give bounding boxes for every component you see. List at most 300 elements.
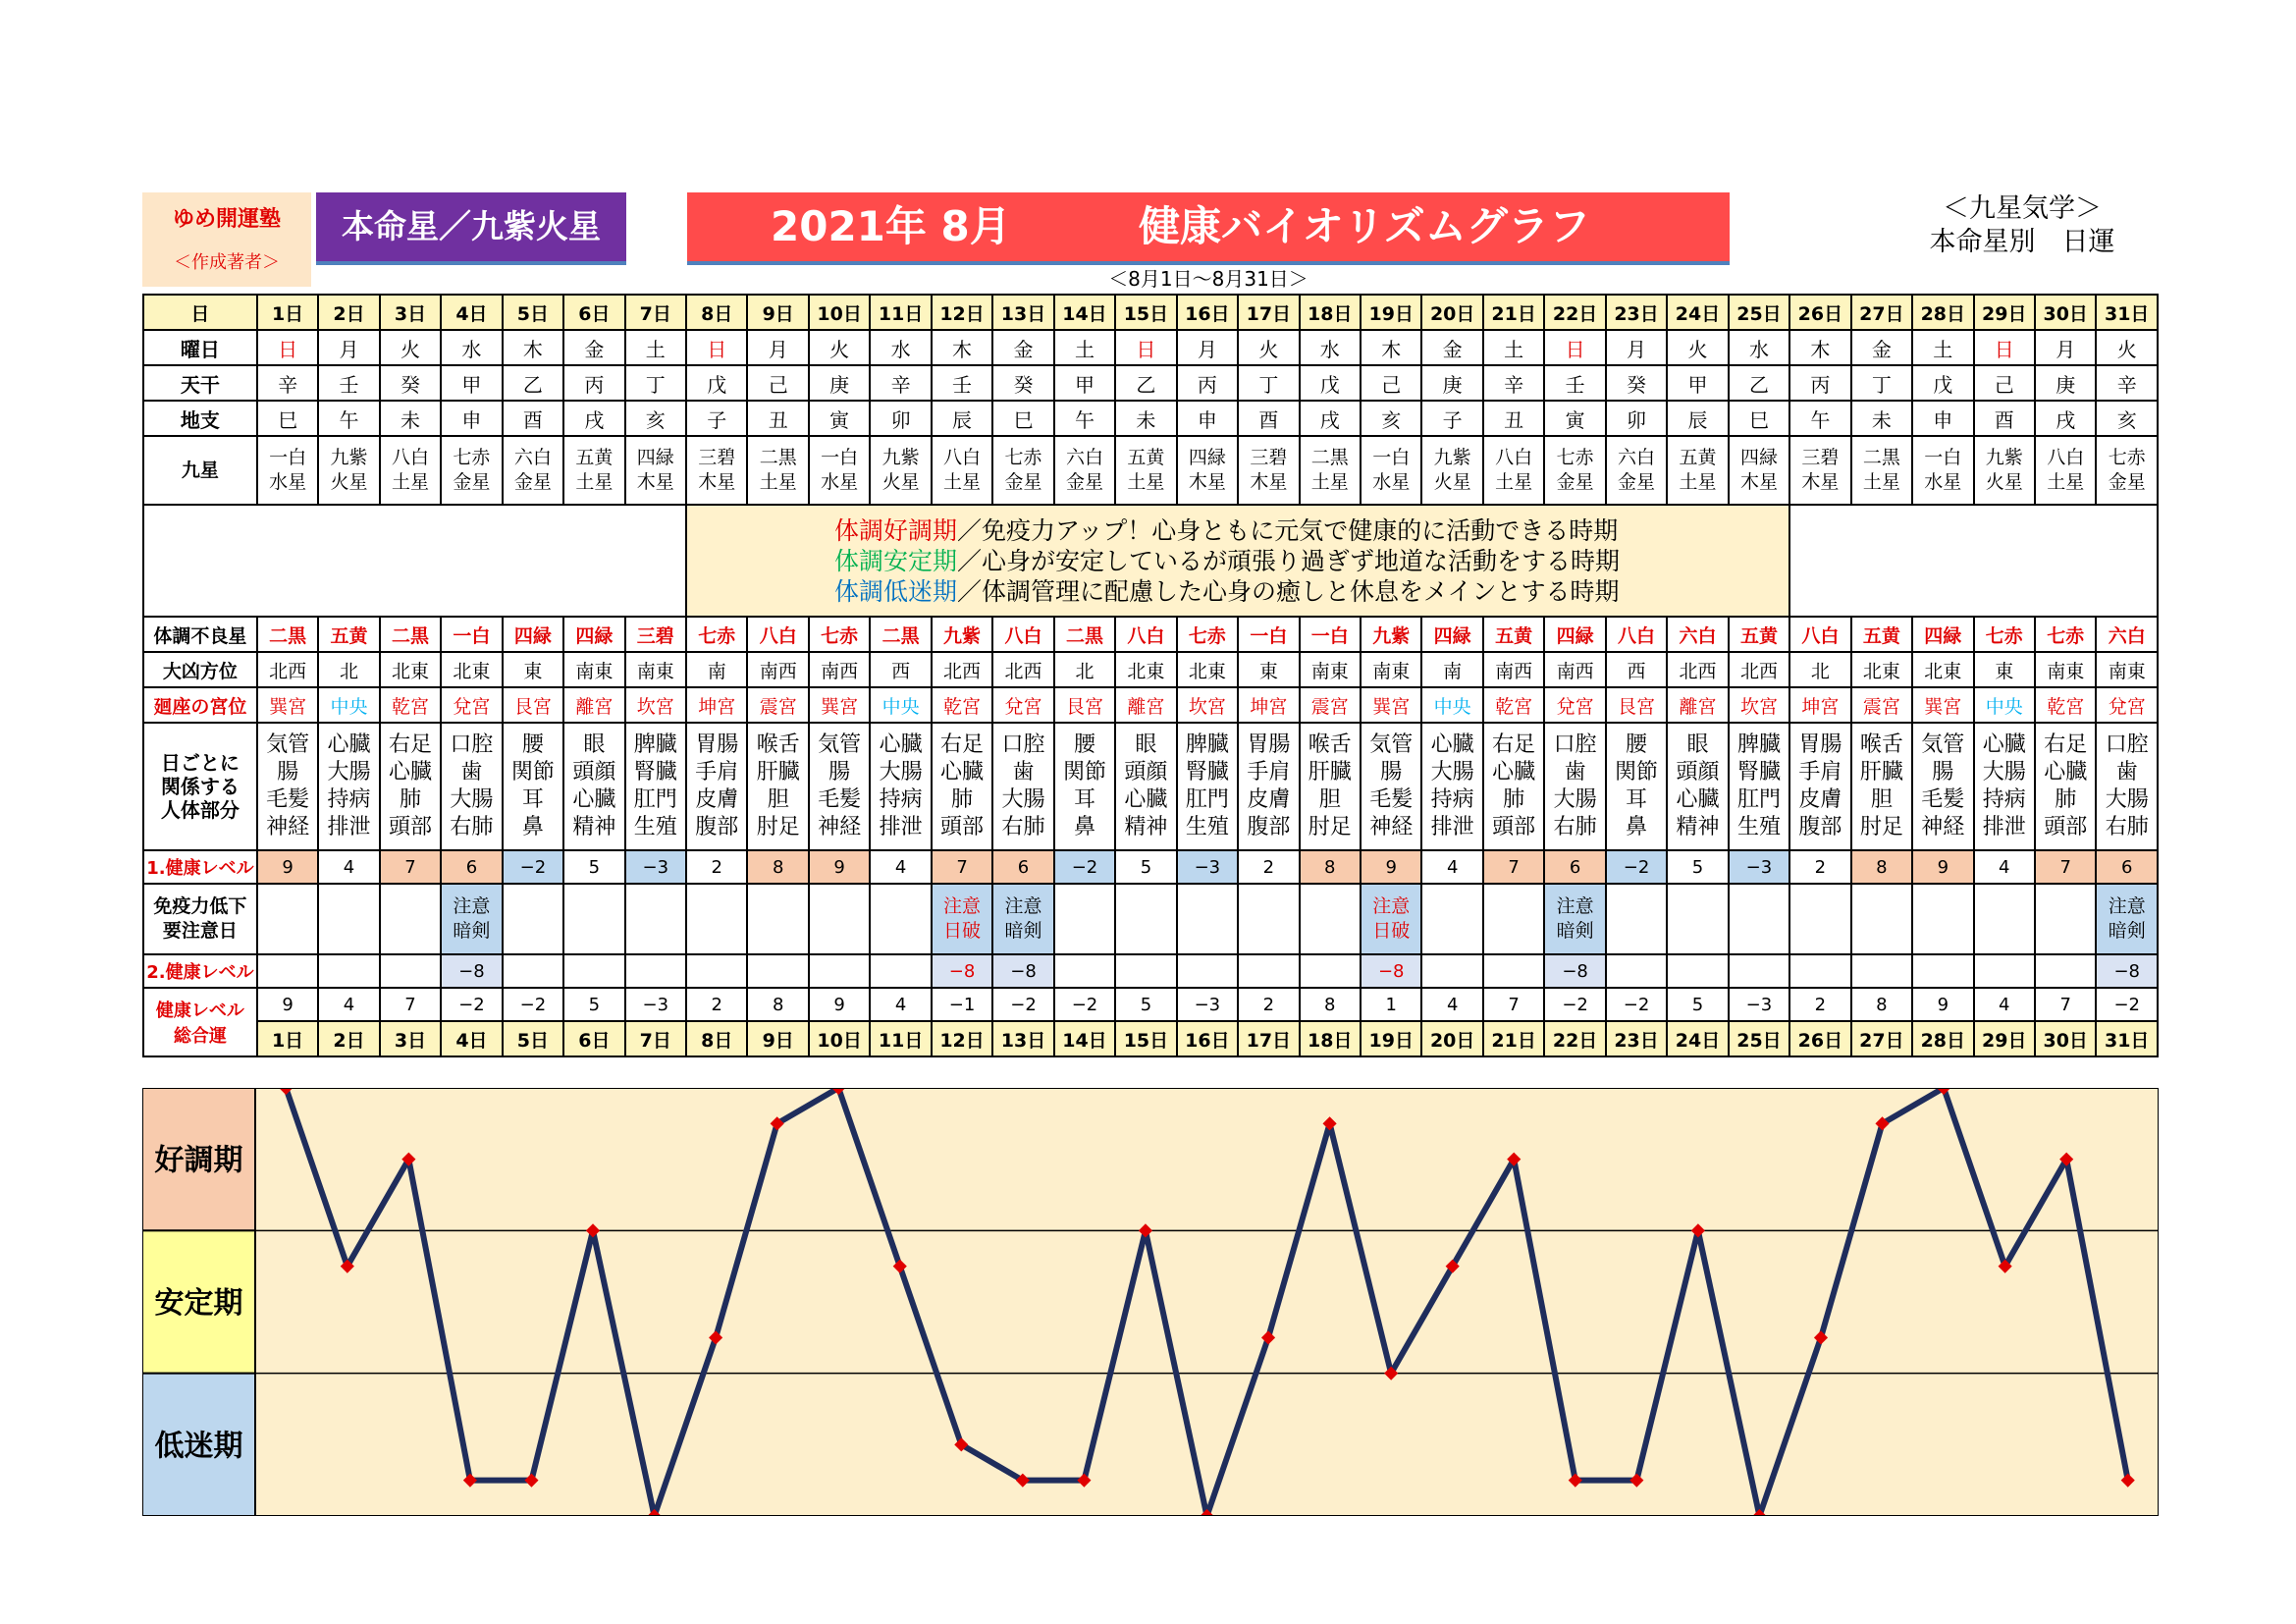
- chishi-cell-text: 酉: [522, 407, 543, 432]
- day-cell: [1177, 1021, 1238, 1056]
- direction-cell: [1483, 652, 1544, 687]
- day-cell-text: 3日: [394, 302, 427, 325]
- body-cell-text: 頭顔: [572, 760, 616, 785]
- day-cell-text: 30日: [2043, 1029, 2088, 1052]
- immune-cell: [1544, 884, 1605, 954]
- level1-cell-text: 2: [1262, 856, 1275, 878]
- day-cell: [1483, 295, 1544, 330]
- direction-cell: [441, 652, 502, 687]
- day-cell-text: 28日: [1920, 1029, 1966, 1052]
- bad-star-cell: [318, 617, 379, 652]
- weekday-cell: [1421, 330, 1482, 365]
- weekday-cell: [870, 330, 931, 365]
- kyusei-cell-text: 水星: [1924, 471, 1962, 493]
- total-cell-text: 5: [1691, 994, 1704, 1015]
- level1-cell-text: 4: [343, 856, 355, 878]
- tenkan-cell-text: 癸: [400, 372, 420, 397]
- legend-stable: [834, 546, 1789, 576]
- direction-cell-text: 北西: [943, 660, 982, 682]
- weekday-cell-text: 金: [1013, 337, 1034, 361]
- level1-cell: [1054, 850, 1115, 884]
- tenkan-cell: [1177, 365, 1238, 401]
- tenkan-cell: [1606, 365, 1667, 401]
- total-cell: [1789, 988, 1850, 1021]
- bad-star-cell-text: 七赤: [1188, 624, 1226, 647]
- body-cell-text: 眼: [1686, 732, 1709, 757]
- day-cell-text: 20日: [1429, 1029, 1475, 1052]
- palace-cell: [563, 687, 624, 723]
- chishi-cell-text: 午: [1810, 407, 1831, 432]
- school-line1: ＜九星気学＞: [1943, 193, 2102, 224]
- day-cell: [1177, 295, 1238, 330]
- body-cell-text: 肛門: [1185, 787, 1229, 812]
- bad-star-cell-text: 一白: [1250, 624, 1288, 647]
- palace-cell-text: 巽宮: [1372, 695, 1411, 718]
- body-cell-text: 頭顔: [1676, 760, 1720, 785]
- total-cell-text: −2: [458, 994, 485, 1015]
- level1-cell: [1912, 850, 1973, 884]
- level2-cell: [1483, 954, 1544, 988]
- day-cell: [1238, 295, 1299, 330]
- weekday-cell: [441, 330, 502, 365]
- chishi-cell-text: 亥: [1381, 407, 1402, 432]
- direction-cell: [1054, 652, 1115, 687]
- tenkan-cell-text: 戊: [707, 372, 727, 397]
- chishi-cell-text: 巳: [278, 407, 298, 432]
- weekday-cell-text: 日: [278, 337, 298, 361]
- level1-cell: [318, 850, 379, 884]
- immune-cell-text: 注意: [1556, 895, 1594, 917]
- body-cell-text: 右足: [940, 732, 985, 757]
- chishi-label-text: 地支: [180, 407, 220, 432]
- level1-cell: [257, 850, 318, 884]
- tenkan-cell: [2035, 365, 2096, 401]
- day-cell-text: 13日: [1000, 302, 1046, 325]
- level2-cell: [1667, 954, 1728, 988]
- body-cell: [747, 723, 808, 850]
- direction-cell: [1667, 652, 1728, 687]
- body-cell: [1912, 723, 1973, 850]
- total-cell: [1421, 988, 1482, 1021]
- immune-cell: [809, 884, 870, 954]
- body-cell-text: 肝臓: [756, 760, 800, 785]
- immune-cell-text: 注意: [943, 895, 982, 917]
- body-cell-text: 歯: [460, 760, 483, 785]
- palace-cell: [625, 687, 686, 723]
- direction-cell: [2035, 652, 2096, 687]
- chishi-cell-text: 戌: [584, 407, 605, 432]
- day-cell-text: 24日: [1675, 302, 1721, 325]
- direction-cell: [503, 652, 563, 687]
- bad-star-cell: [686, 617, 747, 652]
- day-cell-text: 28日: [1920, 302, 1966, 325]
- bad-star-cell: [870, 617, 931, 652]
- kyusei-cell: [1421, 436, 1482, 505]
- level2-row: [143, 954, 2158, 988]
- bad-star-cell-text: 八白: [1618, 624, 1656, 647]
- legend-good-term: 体調好調期: [834, 515, 958, 545]
- total-cell-text: −2: [1623, 994, 1650, 1015]
- immune-cell: [1115, 884, 1176, 954]
- bad-star-cell: [1115, 617, 1176, 652]
- kyusei-cell-text: 八白: [1495, 447, 1533, 468]
- chishi-cell: [809, 401, 870, 436]
- chishi-cell: [1789, 401, 1850, 436]
- day-cell: [686, 1021, 747, 1056]
- palace-cell-text: 坤宮: [1801, 695, 1840, 718]
- tenkan-cell: [563, 365, 624, 401]
- total-cell: [1851, 988, 1912, 1021]
- day-cell-text: 5日: [516, 302, 549, 325]
- level2-cell: [1238, 954, 1299, 988]
- tenkan-cell: [1054, 365, 1115, 401]
- bad-star-cell-text: 一白: [453, 624, 491, 647]
- total-cell: [1667, 988, 1728, 1021]
- kyusei-cell-text: 四緑: [1188, 447, 1226, 468]
- level1-cell-text: 4: [1999, 856, 2010, 878]
- kyusei-cell: [686, 436, 747, 505]
- direction-cell: [1115, 652, 1176, 687]
- body-cell-text: 胃腸: [1798, 732, 1842, 757]
- palace-cell-text: 坤宮: [1250, 695, 1288, 718]
- day-cell-text: 4日: [455, 302, 488, 325]
- day-cell: [932, 1021, 992, 1056]
- day-cell: [1912, 1021, 1973, 1056]
- direction-cell-text: 南東: [2108, 660, 2146, 682]
- bad-star-cell-text: 五黄: [1495, 624, 1533, 647]
- kyusei-cell-text: 火星: [330, 471, 368, 493]
- level1-cell-text: −3: [642, 856, 669, 878]
- bad-star-cell-text: 七赤: [821, 624, 859, 647]
- immune-cell: [1421, 884, 1482, 954]
- page-title: 健康バイオリズムグラフ: [1139, 202, 1590, 250]
- level1-cell: [563, 850, 624, 884]
- day-cell: [503, 1021, 563, 1056]
- weekday-cell-text: 土: [1504, 337, 1524, 361]
- palace-cell-text: 震宮: [1310, 695, 1349, 718]
- immune-cell-text: 注意: [1004, 895, 1042, 917]
- body-cell-text: 喉舌: [756, 732, 800, 757]
- legend-row: [143, 505, 2158, 617]
- body-cell: [870, 723, 931, 850]
- weekday-cell-text: 金: [584, 337, 605, 361]
- body-cell-text: 腸: [277, 760, 299, 785]
- day-cell: [809, 1021, 870, 1056]
- level1-cell-text: −2: [519, 856, 547, 878]
- kyusei-cell-text: 土星: [943, 471, 982, 493]
- chishi-cell-text: 寅: [829, 407, 850, 432]
- kyusei-cell: [625, 436, 686, 505]
- level2-cell: [686, 954, 747, 988]
- body-cell-text: 手肩: [695, 760, 739, 785]
- kyusei-cell: [563, 436, 624, 505]
- palace-cell-text: 中央: [1985, 695, 2023, 718]
- chishi-cell: [1115, 401, 1176, 436]
- tenkan-cell-text: 辛: [2116, 372, 2137, 397]
- bad-star-cell: [992, 617, 1053, 652]
- direction-cell-text: 北: [1810, 660, 1830, 682]
- total-cell-text: 4: [1446, 994, 1459, 1015]
- day-cell: [1421, 1021, 1482, 1056]
- weekday-cell: [2096, 330, 2158, 365]
- palace-cell: [1300, 687, 1361, 723]
- level2-label: [143, 954, 257, 988]
- chishi-cell: [503, 401, 563, 436]
- total-cell: [992, 988, 1053, 1021]
- palace-cell: [441, 687, 502, 723]
- level1-cell-text: −2: [1623, 856, 1650, 878]
- body-cell-text: 頭顔: [1124, 760, 1168, 785]
- weekday-cell-text: 木: [1381, 337, 1402, 361]
- kyusei-cell: [257, 436, 318, 505]
- kyusei-cell-text: 金星: [513, 471, 552, 493]
- tenkan-cell-text: 辛: [1504, 372, 1524, 397]
- direction-cell-text: 北西: [269, 660, 307, 682]
- direction-cell-text: 南西: [1495, 660, 1533, 682]
- palace-cell: [1421, 687, 1482, 723]
- body-cell-text: 心臓: [327, 732, 371, 757]
- direction-cell: [809, 652, 870, 687]
- weekday-cell: [2035, 330, 2096, 365]
- bad-star-cell-text: 二黒: [269, 624, 307, 647]
- level1-cell: [1851, 850, 1912, 884]
- body-cell-text: 肝臓: [1859, 760, 1903, 785]
- weekday-cell: [1544, 330, 1605, 365]
- day-cell-text: 1日: [271, 302, 304, 325]
- body-cell-text: 心臓: [1982, 732, 2026, 757]
- chishi-cell-text: 申: [461, 407, 482, 432]
- level1-cell-text: 6: [1017, 856, 1030, 878]
- kyusei-cell-text: 土星: [391, 471, 429, 493]
- weekday-cell: [1238, 330, 1299, 365]
- day-label: [143, 295, 257, 330]
- chishi-cell-text: 申: [1197, 407, 1217, 432]
- tenkan-cell-text: 癸: [1013, 372, 1034, 397]
- legend-stable-term: 体調安定期: [834, 546, 958, 575]
- body-cell: [318, 723, 379, 850]
- weekday-cell: [1851, 330, 1912, 365]
- palace-cell: [686, 687, 747, 723]
- legend-good-text: ／免疫力アップ！心身ともに元気で健康的に活動できる時期: [957, 515, 1619, 545]
- palace-cell: [1912, 687, 1973, 723]
- weekday-cell-text: 月: [1197, 337, 1217, 361]
- level1-cell: [1483, 850, 1544, 884]
- level2-cell: [1851, 954, 1912, 988]
- kyusei-cell-text: 土星: [1862, 471, 1900, 493]
- palace-cell: [747, 687, 808, 723]
- level2-cell: [747, 954, 808, 988]
- palace-cell-text: 離宮: [1127, 695, 1165, 718]
- level2-cell: [257, 954, 318, 988]
- bad-star-cell-text: 七赤: [1985, 624, 2023, 647]
- kyusei-cell-text: 木星: [1739, 471, 1778, 493]
- tenkan-cell-text: 甲: [1687, 372, 1708, 397]
- day-cell: [809, 295, 870, 330]
- day-cell-text: 14日: [1062, 302, 1107, 325]
- day-cell-text: 3日: [394, 1029, 427, 1052]
- level1-cell-text: 9: [1937, 856, 1949, 878]
- day-cell: [1544, 295, 1605, 330]
- immune-cell: [1729, 884, 1789, 954]
- chishi-label: [143, 401, 257, 436]
- body-cell: [1115, 723, 1176, 850]
- body-cell: [1789, 723, 1850, 850]
- total-cell-text: −3: [1194, 994, 1221, 1015]
- kyusei-cell: [2096, 436, 2158, 505]
- body-cell-text: 持病: [1430, 787, 1474, 812]
- kyusei-cell-text: 九紫: [330, 447, 368, 468]
- day-cell-text: 15日: [1123, 1029, 1169, 1052]
- total-label-text: 健康レベル: [155, 1001, 244, 1021]
- total-cell: [503, 988, 563, 1021]
- day-cell: [1238, 1021, 1299, 1056]
- body-cell-text: 持病: [1982, 787, 2026, 812]
- chishi-cell: [625, 401, 686, 436]
- day-cell-text: 22日: [1552, 302, 1598, 325]
- day-cell: [1483, 1021, 1544, 1056]
- day-cell-text: 26日: [1797, 1029, 1843, 1052]
- body-cell-text: 心臓: [388, 760, 432, 785]
- day-cell-text: 12日: [939, 1029, 985, 1052]
- body-cell-text: 腸: [828, 760, 851, 785]
- day-cell-text: 9日: [762, 302, 794, 325]
- level1-cell-text: 9: [1385, 856, 1397, 878]
- body-cell-text: 大腸: [327, 760, 371, 785]
- kyusei-cell-text: 二黒: [1862, 447, 1900, 468]
- body-cell: [2096, 723, 2158, 850]
- day-cell-text: 9日: [762, 1029, 794, 1052]
- day-row: [143, 295, 2158, 330]
- weekday-cell-text: 木: [1810, 337, 1831, 361]
- tenkan-cell: [1421, 365, 1482, 401]
- body-cell-text: 気管: [266, 732, 310, 757]
- level1-cell: [1115, 850, 1176, 884]
- chishi-cell: [1177, 401, 1238, 436]
- palace-cell-text: 乾宮: [1495, 695, 1533, 718]
- day-cell-text: 23日: [1614, 302, 1659, 325]
- level1-cell: [992, 850, 1053, 884]
- day-cell: [257, 295, 318, 330]
- kyusei-cell-text: 三碧: [1801, 447, 1840, 468]
- chishi-cell-text: 巳: [1013, 407, 1034, 432]
- chishi-cell: [747, 401, 808, 436]
- legend-good: [834, 515, 1789, 546]
- palace-cell: [932, 687, 992, 723]
- weekday-cell: [257, 330, 318, 365]
- total-cell: [1912, 988, 1973, 1021]
- chishi-cell: [318, 401, 379, 436]
- level1-cell-text: 4: [1446, 856, 1459, 878]
- honmei-badge: 本命星／九紫火星: [316, 192, 626, 265]
- direction-cell-text: 南西: [1556, 660, 1594, 682]
- legend-blank: [1789, 505, 2158, 617]
- kyusei-cell-text: 七赤: [453, 447, 491, 468]
- body-cell-text: 大腸: [1553, 787, 1597, 812]
- body-cell-text: 毛髪: [818, 787, 862, 812]
- kyusei-row: [143, 436, 2158, 505]
- weekday-cell-text: 木: [952, 337, 973, 361]
- tenkan-cell: [1361, 365, 1421, 401]
- direction-cell: [1300, 652, 1361, 687]
- palace-cell-text: 坤宮: [698, 695, 736, 718]
- weekday-cell-text: 水: [1748, 337, 1769, 361]
- body-cell: [257, 723, 318, 850]
- weekday-cell: [1789, 330, 1850, 365]
- kyusei-cell-text: 金星: [1065, 471, 1103, 493]
- bad-star-cell: [503, 617, 563, 652]
- palace-cell: [992, 687, 1053, 723]
- immune-cell: [1300, 884, 1361, 954]
- tenkan-cell-text: 庚: [2056, 372, 2076, 397]
- weekday-cell: [686, 330, 747, 365]
- palace-cell: [1544, 687, 1605, 723]
- level2-cell: [1729, 954, 1789, 988]
- weekday-cell-text: 木: [522, 337, 543, 361]
- kyusei-cell: [1054, 436, 1115, 505]
- tenkan-cell: [1300, 365, 1361, 401]
- chishi-cell-text: 午: [339, 407, 359, 432]
- day-cell: [380, 1021, 441, 1056]
- band-stable-label: 安定期: [154, 1286, 243, 1321]
- body-label-text: 関係する: [160, 775, 240, 798]
- total-cell-text: −2: [1562, 994, 1588, 1015]
- body-cell-text: 大腸: [450, 787, 494, 812]
- school-label: [1914, 192, 2130, 259]
- level1-cell: [503, 850, 563, 884]
- day-cell: [441, 1021, 502, 1056]
- day-cell-text: 10日: [817, 1029, 862, 1052]
- day-label-text: 日: [190, 302, 210, 325]
- level1-cell: [1361, 850, 1421, 884]
- day-cell: [1361, 1021, 1421, 1056]
- chishi-cell: [380, 401, 441, 436]
- body-cell: [380, 723, 441, 850]
- palace-cell: [503, 687, 563, 723]
- tenkan-cell-text: 戊: [1933, 372, 1953, 397]
- body-cell-text: 喉舌: [1308, 732, 1352, 757]
- kyusei-cell-text: 五黄: [1679, 447, 1717, 468]
- level2-cell: [1421, 954, 1482, 988]
- tenkan-cell-text: 甲: [461, 372, 482, 397]
- bad-star-cell: [1606, 617, 1667, 652]
- direction-cell-text: 南東: [636, 660, 674, 682]
- tenkan-cell-text: 丁: [645, 372, 666, 397]
- palace-cell-text: 巽宮: [269, 695, 307, 718]
- chishi-cell: [1483, 401, 1544, 436]
- body-cell-text: 心臓: [879, 732, 923, 757]
- bad-star-cell-text: 八白: [759, 624, 797, 647]
- day-cell-text: 27日: [1859, 302, 1904, 325]
- school-line2: 本命星別 日運: [1929, 227, 2115, 257]
- tenkan-cell-text: 癸: [1627, 372, 1647, 397]
- level2-cell: [318, 954, 379, 988]
- body-cell-text: 右足: [388, 732, 432, 757]
- bad-star-cell-text: 四緑: [575, 624, 614, 647]
- palace-cell-text: 艮宮: [1618, 695, 1656, 718]
- day-cell: [1851, 295, 1912, 330]
- tenkan-cell-text: 丁: [1258, 372, 1279, 397]
- weekday-cell: [1115, 330, 1176, 365]
- weekday-cell-text: 土: [1074, 337, 1095, 361]
- weekday-cell: [1606, 330, 1667, 365]
- body-cell-text: 生殖: [1185, 815, 1229, 839]
- body-cell-text: 肺: [1503, 787, 1525, 812]
- kyusei-cell-text: 九紫: [881, 447, 920, 468]
- day-cell-text: 19日: [1368, 1029, 1414, 1052]
- day-cell: [870, 1021, 931, 1056]
- total-cell-text: 1: [1385, 994, 1397, 1015]
- day-cell: [1729, 295, 1789, 330]
